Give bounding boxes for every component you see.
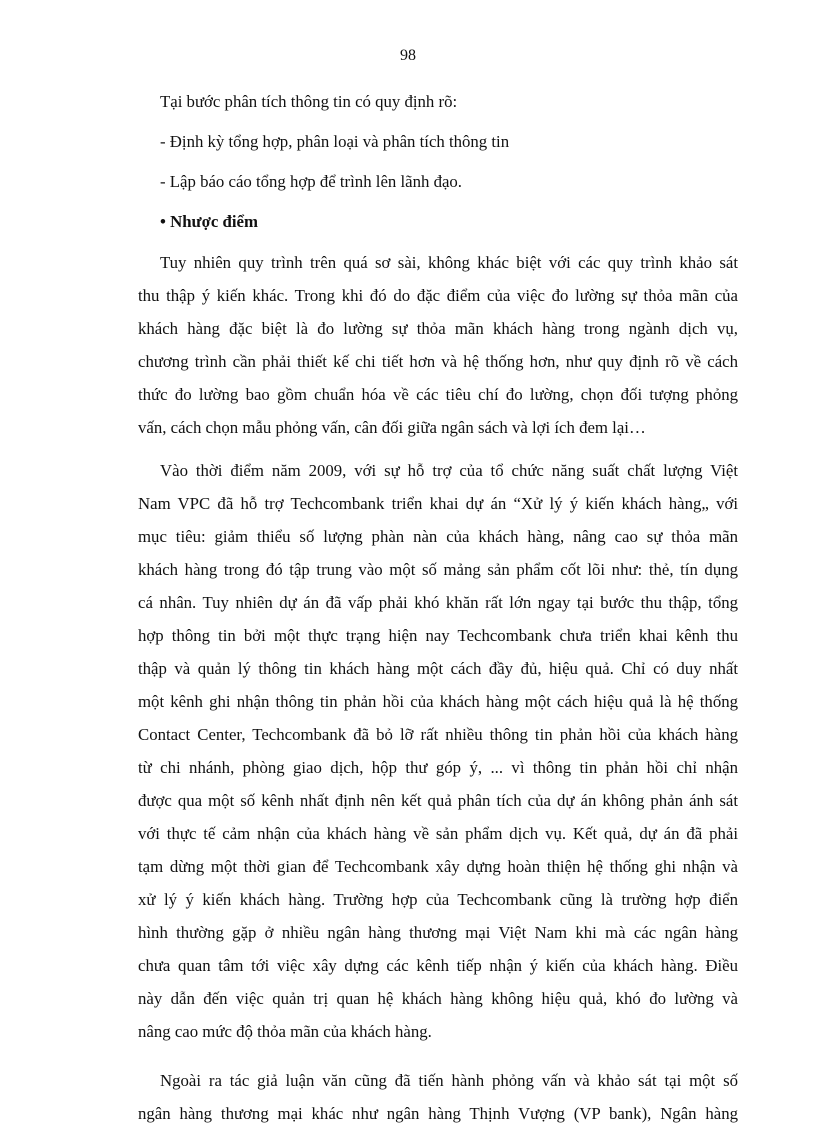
page-number: 98: [400, 47, 416, 64]
paragraph-line: chưa quan tâm tới việc xây dựng các kênh tiếp nhận ý kiến của khách hàng. Điều: [138, 956, 738, 975]
paragraph-line: tạm dừng một thời gian để Techcombank xây dựng hoàn thiện hệ thống ghi nhận và: [138, 857, 738, 876]
paragraph-line: thập và quản lý thông tin khách hàng một cách đầy đủ, hiệu quả. Chỉ có duy nhất: [138, 659, 738, 678]
paragraph-line: vấn, cách chọn mẫu phỏng vấn, cân đối giữa ngân sách và lợi ích đem lại…: [138, 418, 646, 437]
paragraph-line: Vào thời điểm năm 2009, với sự hỗ trợ của tổ chức năng suất chất lượng Việt: [160, 461, 738, 480]
paragraph-line: khách hàng đặc biệt là đo lường sự thỏa mãn khách hàng trong ngành dịch vụ,: [138, 319, 738, 338]
paragraph-line: Nam VPC đã hỗ trợ Techcombank triển khai dự án “Xử lý ý kiến khách hàng„ với: [138, 494, 738, 513]
paragraph-line: Tuy nhiên quy trình trên quá sơ sài, không khác biệt với các quy trình khảo sát: [160, 253, 738, 272]
section-heading: • Nhược điểm: [160, 212, 258, 231]
paragraph-line: mục tiêu: giảm thiểu số lượng phàn nàn của khách hàng, nâng cao sự thỏa mãn: [138, 527, 738, 546]
paragraph-line: thu thập ý kiến khác. Trong khi đó do đặc điểm của việc đo lường sự thỏa mãn của: [138, 286, 738, 305]
paragraph-line: ngân hàng thương mại khác như ngân hàng Thịnh Vượng (VP bank), Ngân hàng: [138, 1104, 738, 1123]
paragraph-line: hợp thông tin bởi một thực trạng hiện nay Techcombank chưa triển khai kênh thu: [138, 626, 738, 645]
paragraph-line: được qua một số kênh nhất định nên kết quả phân tích của dự án không phản ánh sát: [138, 791, 738, 810]
bullet-item: - Định kỳ tổng hợp, phân loại và phân tích thông tin: [160, 132, 510, 151]
paragraph-line: từ chi nhánh, phòng giao dịch, hộp thư góp ý, ... vì thông tin phản hồi chỉ nhận: [138, 758, 738, 777]
paragraph-line: Ngoài ra tác giả luận văn cũng đã tiến hành phỏng vấn và khảo sát tại một số: [160, 1071, 738, 1090]
intro-line: Tại bước phân tích thông tin có quy định rõ:: [160, 92, 458, 111]
paragraph-line: nâng cao mức độ thỏa mãn của khách hàng.: [138, 1022, 432, 1041]
bullet-item: - Lập báo cáo tổng hợp để trình lên lãnh đạo.: [160, 172, 462, 191]
paragraph-line: thức đo lường bao gồm chuẩn hóa về các tiêu chí đo lường, chọn đối tượng phỏng: [138, 385, 738, 404]
paragraph-line: khách hàng trong đó tập trung vào một số mảng sản phẩm cốt lõi như: thẻ, tín dụng: [138, 560, 738, 579]
paragraph-line: này dẫn đến việc quản trị quan hệ khách hàng không hiệu quả, khó đo lường và: [138, 989, 738, 1008]
paragraph-line: cá nhân. Tuy nhiên dự án đã vấp phải khó khăn rất lớn ngay tại bước thu thập, tổng: [138, 593, 738, 612]
paragraph-line: xử lý ý kiến khách hàng. Trường hợp của Techcombank cũng là trường hợp điển: [138, 890, 738, 909]
paragraph-line: hình thường gặp ở nhiều ngân hàng thương mại Việt Nam khi mà các ngân hàng: [138, 923, 738, 942]
paragraph-line: chương trình cần phải thiết kế chi tiết hơn và hệ thống hơn, như quy định rõ về cách: [138, 352, 738, 371]
paragraph-line: Contact Center, Techcombank đã bỏ lỡ rất nhiều thông tin phản hồi của khách hàng: [138, 725, 738, 744]
paragraph-line: với thực tế cảm nhận của khách hàng về sản phẩm dịch vụ. Kết quả, dự án đã phải: [138, 824, 738, 843]
paragraph-line: một kênh ghi nhận thông tin phản hồi của khách hàng một cách hiệu quả là hệ thống: [138, 692, 738, 711]
